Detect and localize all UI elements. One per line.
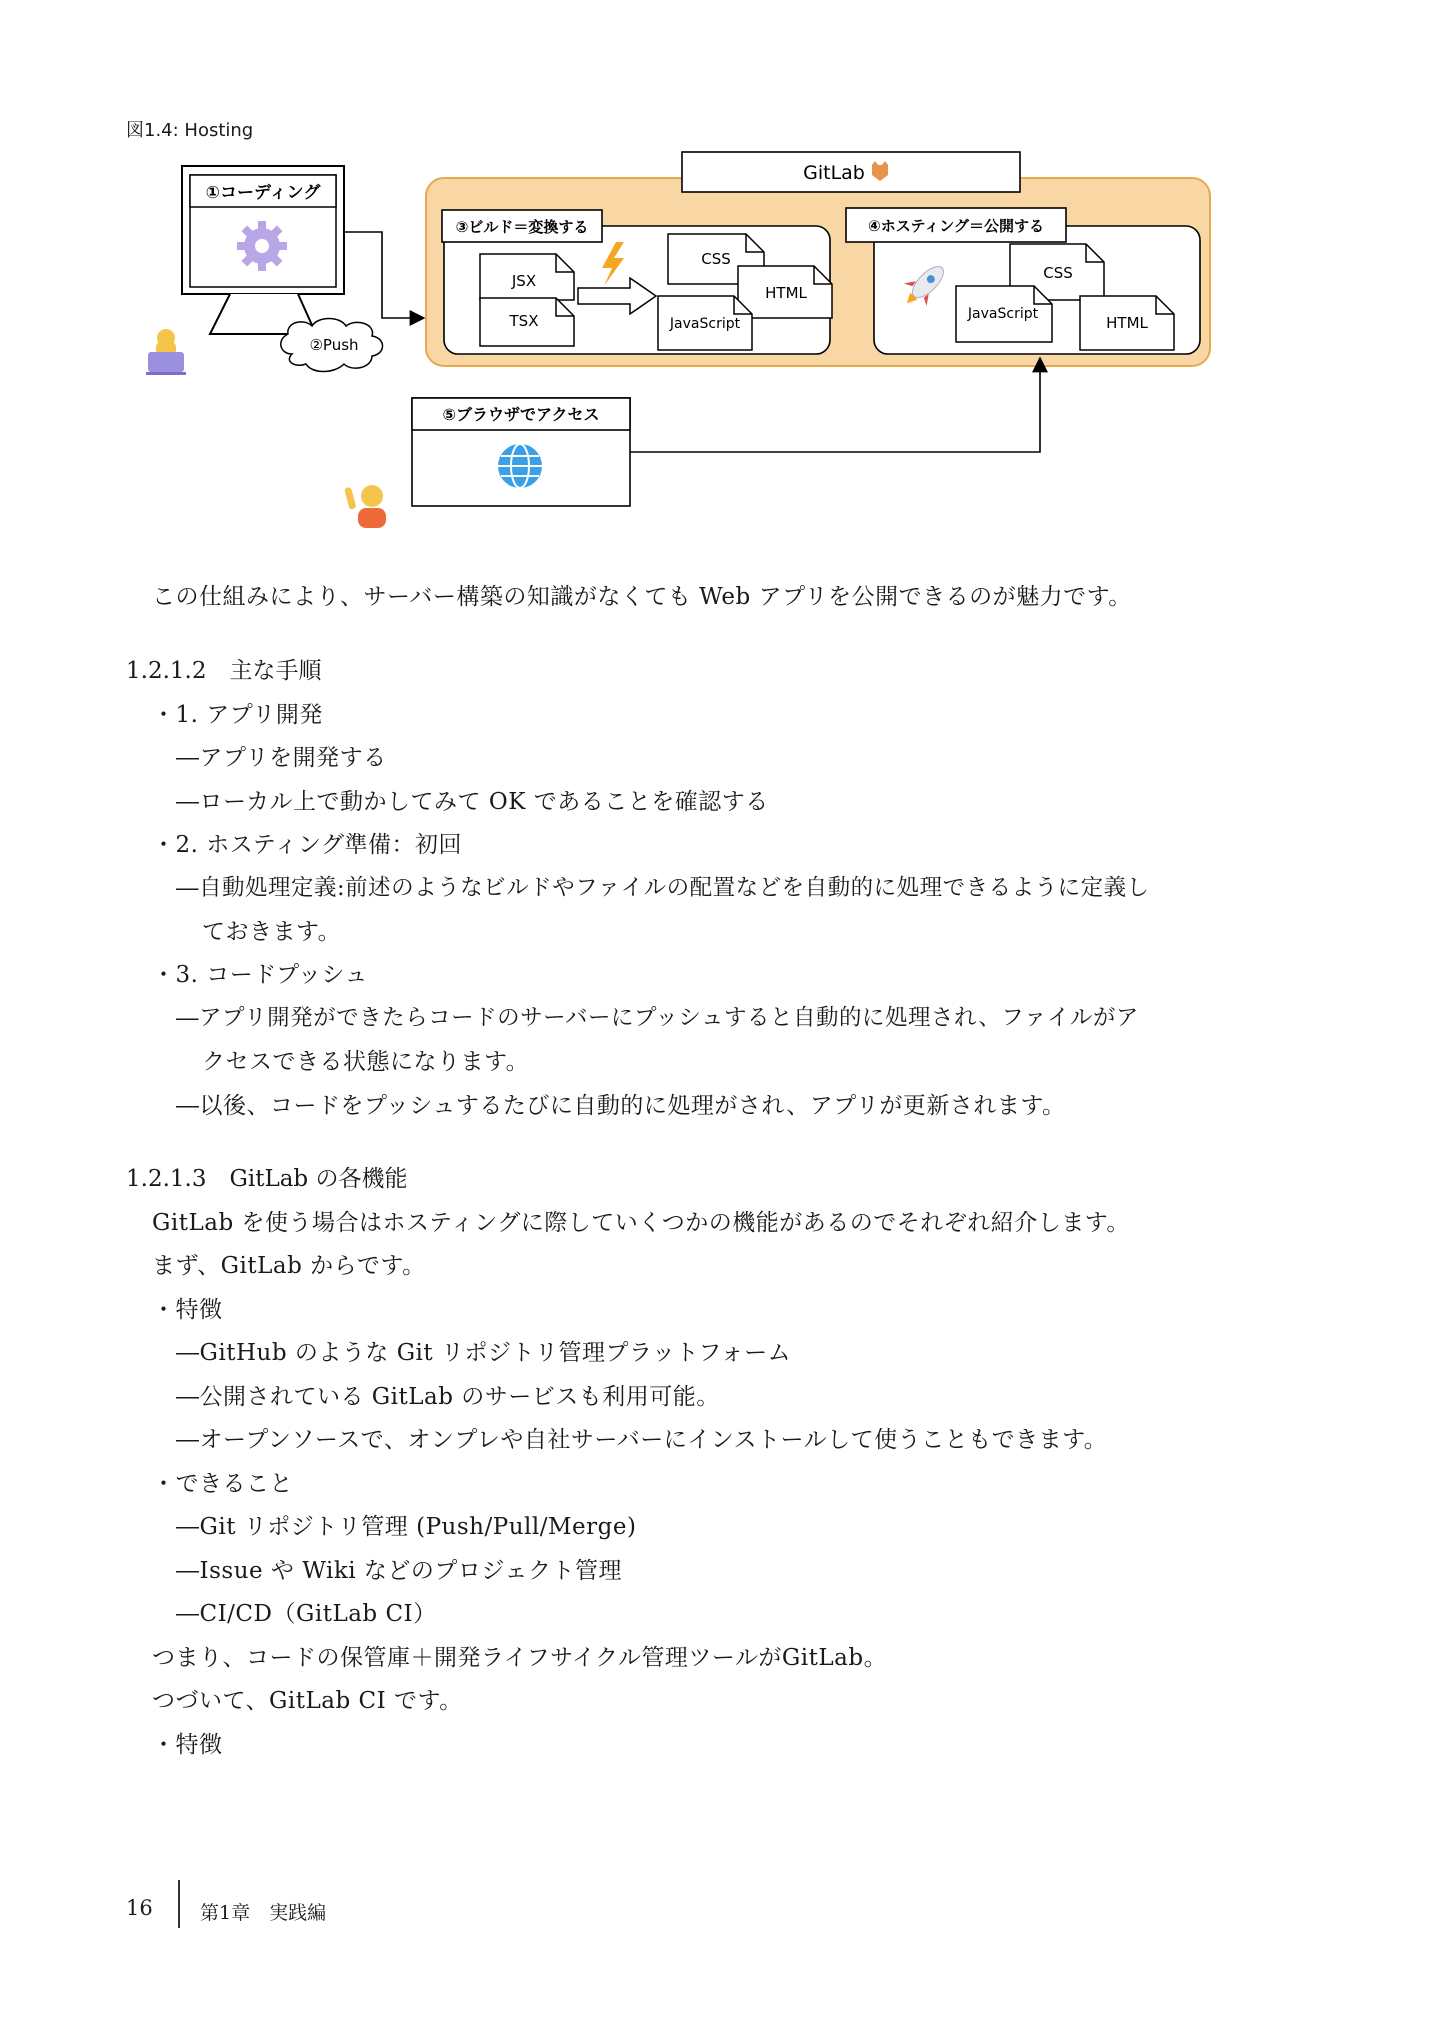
developer-person-icon bbox=[146, 329, 186, 375]
list-item: ―自動処理定義:前述のようなビルドやファイルの配置などを自動的に処理できるように定義し bbox=[176, 875, 1150, 901]
paragraph: まず、GitLab からです。 bbox=[152, 1253, 426, 1279]
list-item: ・できること bbox=[152, 1471, 293, 1497]
browser-title: ⑤ブラウザでアクセス bbox=[442, 405, 600, 424]
list-item: ―Issue や Wiki などのプロジェクト管理 bbox=[176, 1558, 622, 1584]
jsx-file bbox=[480, 254, 574, 300]
list-item: ―CI/CD（GitLab CI） bbox=[176, 1601, 437, 1627]
list-item: ―Git リポジトリ管理 (Push/Pull/Merge) bbox=[176, 1514, 637, 1540]
tsx-file bbox=[480, 298, 574, 346]
list-item: ―GitHub のような Git リポジトリ管理プラットフォーム bbox=[176, 1340, 792, 1366]
paragraph: つまり、コードの保管庫＋開発ライフサイクル管理ツールがGitLab。 bbox=[152, 1645, 888, 1671]
push-cloud bbox=[281, 319, 383, 372]
svg-text:CSS: CSS bbox=[701, 250, 731, 268]
svg-text:HTML: HTML bbox=[1106, 314, 1148, 332]
browser-box bbox=[412, 398, 630, 506]
gitlab-title: GitLab bbox=[803, 162, 865, 184]
build-javascript-file bbox=[658, 296, 752, 350]
list-item: ―公開されている GitLab のサービスも利用可能。 bbox=[176, 1384, 720, 1410]
globe-icon bbox=[498, 444, 542, 488]
coding-box-title: ①コーディング bbox=[205, 183, 321, 203]
list-item: ―アプリを開発する bbox=[176, 745, 387, 771]
figure-caption: 図1.4: Hosting bbox=[126, 120, 254, 141]
hosted-html-file bbox=[1080, 296, 1174, 350]
list-item: ―オープンソースで、オンプレや自社サーバーにインストールして使うこともできます。 bbox=[176, 1427, 1108, 1453]
svg-text:JavaScript: JavaScript bbox=[967, 306, 1039, 322]
svg-text:JavaScript: JavaScript bbox=[669, 316, 741, 332]
list-item: クセスできる状態になります。 bbox=[202, 1049, 530, 1075]
push-label: ②Push bbox=[309, 336, 359, 354]
hosting-title: ④ホスティング＝公開する bbox=[868, 217, 1044, 235]
gear-icon bbox=[237, 221, 287, 271]
build-title: ③ビルド＝変換する bbox=[455, 218, 589, 236]
hosting-diagram bbox=[0, 0, 1433, 540]
section-heading-1213: 1.2.1.3 GitLab の各機能 bbox=[126, 1166, 408, 1192]
hosted-javascript-file bbox=[956, 286, 1052, 342]
list-item: ―アプリ開発ができたらコードのサーバーにプッシュすると自動的に処理され、ファイルがア bbox=[176, 1005, 1139, 1031]
chapter-label: 第1章 実践編 bbox=[200, 1902, 327, 1924]
list-item: ―ローカル上で動かしてみて OK であることを確認する bbox=[176, 789, 769, 815]
list-item: ・特徴 bbox=[152, 1732, 223, 1758]
footer-divider bbox=[178, 1880, 180, 1928]
section-heading-1212: 1.2.1.2 主な手順 bbox=[126, 658, 322, 684]
user-waving-icon bbox=[344, 485, 386, 528]
svg-text:HTML: HTML bbox=[765, 284, 807, 302]
svg-text:CSS: CSS bbox=[1043, 264, 1073, 282]
list-item: ・1. アプリ開発 bbox=[152, 702, 323, 728]
list-item: ・2. ホスティング準備：初回 bbox=[152, 832, 462, 858]
intro-paragraph: この仕組みにより、サーバー構築の知識がなくても Web アプリを公開できるのが魅力です。 bbox=[152, 584, 1132, 610]
list-item: ―以後、コードをプッシュするたびに自動的に処理がされ、アプリが更新されます。 bbox=[176, 1093, 1066, 1119]
build-html-file bbox=[738, 266, 832, 318]
paragraph: GitLab を使う場合はホスティングに際していくつかの機能があるのでそれぞれ紹介します。 bbox=[152, 1210, 1130, 1236]
list-item: ・特徴 bbox=[152, 1297, 223, 1323]
coding-monitor bbox=[182, 166, 344, 334]
page-number: 16 bbox=[126, 1896, 153, 1920]
list-item: ・3. コードプッシュ bbox=[152, 962, 368, 988]
list-item: ておきます。 bbox=[202, 919, 342, 945]
paragraph: つづいて、GitLab CI です。 bbox=[152, 1688, 463, 1714]
svg-text:JSX: JSX bbox=[511, 272, 537, 290]
svg-text:TSX: TSX bbox=[509, 312, 539, 330]
